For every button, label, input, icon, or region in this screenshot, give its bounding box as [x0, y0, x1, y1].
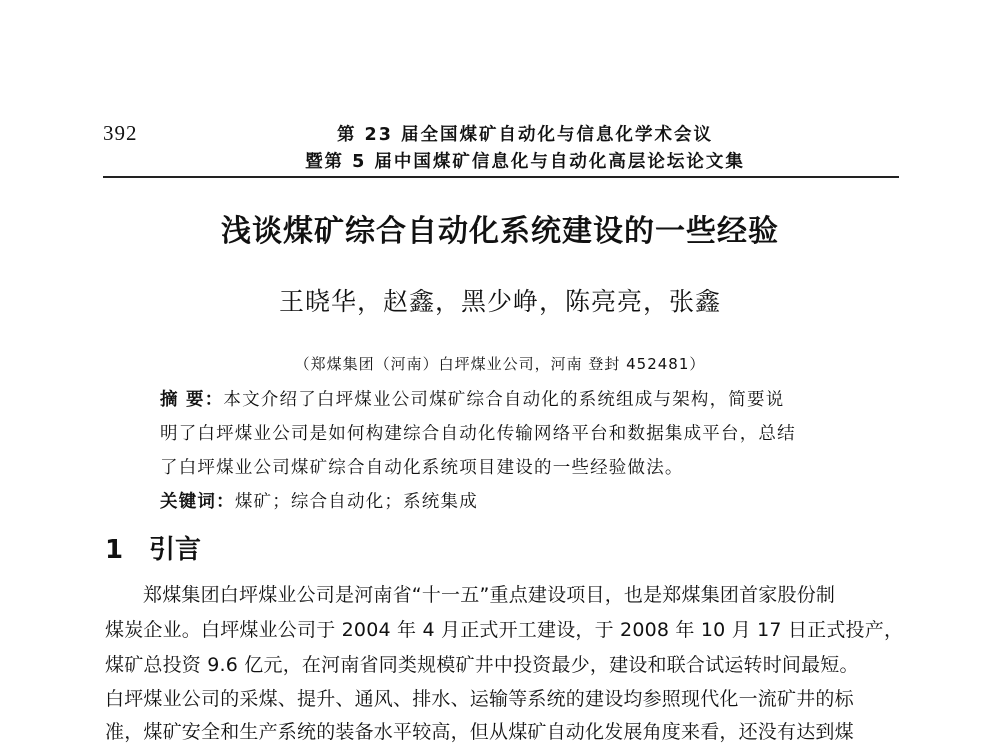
page-number: 392 [103, 121, 138, 145]
body-line-1: 郑煤集团白坪煤业公司是河南省“十一五”重点建设项目，也是郑煤集团首家股份制 [143, 584, 836, 606]
abstract-line-3: 了白坪煤业公司煤矿综合自动化系统项目建设的一些经验做法。 [160, 458, 684, 478]
keywords-label: 关键词： [160, 492, 235, 512]
body-line-5: 准，煤矿安全和生产系统的装备水平较高，但从煤矿自动化发展角度来看，还没有达到煤 [105, 721, 854, 743]
body-line-4: 白坪煤业公司的采煤、提升、通风、排水、运输等系统的建设均参照现代化一流矿井的标 [105, 688, 854, 710]
affiliation: （郑煤集团（河南）白坪煤业公司，河南 登封 452481） [294, 355, 706, 373]
author-list: 王晓华，赵鑫，黑少峥，陈亮亮，张鑫 [278, 287, 721, 316]
body-line-3: 煤矿总投资 9.6 亿元，在河南省同类规模矿井中投资最少，建设和联合试运转时间最短。 [105, 654, 859, 676]
abstract-line-1 [160, 386, 784, 411]
body-line-2: 煤炭企业。白坪煤业公司于 2004 年 4 月正式开工建设，于 2008 年 10 月 17 日正式投产， [105, 619, 904, 641]
conference-header-line-2: 暨第 5 届中国煤矿信息化与自动化高层论坛论文集 [305, 152, 745, 172]
section-heading [105, 529, 201, 566]
abstract-label: 摘 要： [160, 390, 224, 410]
conference-header-line-1: 第 23 届全国煤矿自动化与信息化学术会议 [336, 125, 714, 145]
section-number: 1 [105, 535, 124, 565]
header-divider [103, 176, 899, 178]
paper-title: 浅谈煤矿综合自动化系统建设的一些经验 [221, 214, 779, 249]
abstract-text-1: 本文介绍了白坪煤业公司煤矿综合自动化的系统组成与架构，简要说 [223, 390, 785, 410]
abstract-line-2: 明了白坪煤业公司是如何构建综合自动化传输网络平台和数据集成平台，总结 [160, 424, 796, 444]
section-title: 引言 [149, 535, 202, 565]
keywords-line [160, 488, 478, 513]
keywords-text: 煤矿；综合自动化；系统集成 [234, 492, 478, 512]
